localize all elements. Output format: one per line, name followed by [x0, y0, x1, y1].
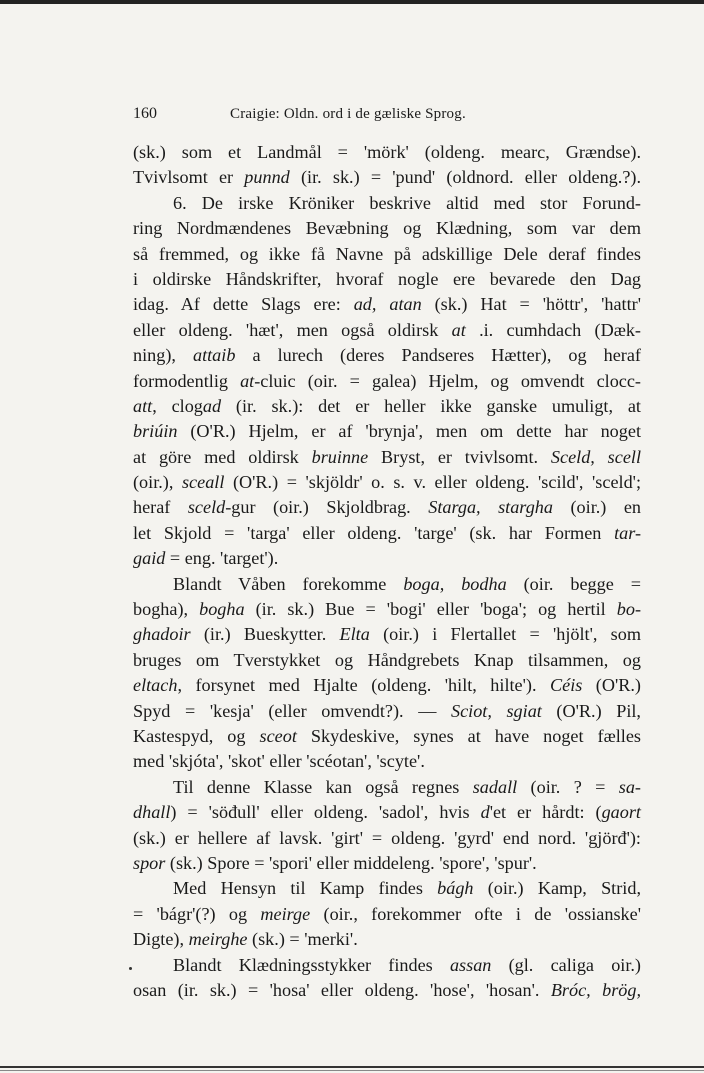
text-line: [133, 572, 641, 597]
italic-term: ad, atan: [353, 294, 422, 315]
text-line: [133, 953, 641, 978]
italic-term: bruinne: [311, 446, 369, 467]
text-run: 'et er hårdt: (: [489, 802, 602, 823]
italic-term: tar-: [614, 522, 641, 543]
text-line: [133, 546, 641, 571]
body-text: [133, 140, 641, 1003]
text-run: (O'R.) = 'skjöldr' o. s. v. eller oldeng. 'scild', 'sceld';: [224, 472, 642, 493]
text-line: [133, 292, 641, 317]
text-line: [133, 876, 641, 901]
text-run: (O'R.) Hjelm, er af 'brynja', men om dette har noget: [177, 421, 641, 442]
running-header: Craigie: Oldn. ord i de gæliske Sprog.: [230, 106, 466, 122]
margin-mark: [129, 967, 132, 970]
text-run: (oir.) en: [553, 497, 641, 518]
text-run: Med Hensyn til Kamp findes: [173, 878, 438, 899]
text-line: [133, 140, 641, 165]
text-run: (O'R.) Pil,: [541, 700, 641, 721]
text-run: , clog: [152, 395, 203, 416]
italic-term: ghadoir: [133, 624, 191, 645]
italic-term: sceld: [187, 497, 226, 518]
italic-term: sa-: [618, 776, 641, 797]
italic-term: att: [133, 395, 153, 416]
text-run: ning),: [133, 345, 193, 366]
text-run: (sk.) Hat = 'höttr', 'hattr': [421, 294, 641, 315]
text-run: (oir. begge =: [506, 573, 642, 594]
italic-term: sadall: [472, 776, 518, 797]
text-run: (oir.),: [133, 472, 182, 493]
text-run: i oldirske Håndskrifter, hvoraf nogle ere bevarede den Dag: [133, 268, 641, 289]
text-run: eller oldeng. 'hæt', men også oldirsk: [133, 319, 452, 340]
text-run: heraf: [133, 497, 188, 518]
text-line: [133, 242, 641, 267]
text-run: (oir. ? =: [517, 776, 619, 797]
text-run: = 'bágr'(?) og: [133, 903, 261, 924]
text-line: [133, 394, 641, 419]
italic-term: meirghe: [188, 929, 248, 950]
text-line: [133, 165, 641, 190]
text-run: Digte),: [133, 929, 189, 950]
text-line: [133, 902, 641, 927]
text-run: (ir. sk.): det er heller ikke ganske umuligt, at: [221, 395, 641, 416]
italic-term: gaort: [601, 802, 641, 823]
bottom-border-rule-faint: [0, 1070, 704, 1071]
italic-term: assan: [449, 954, 492, 975]
text-line: [133, 800, 641, 825]
text-run: at göre med oldirsk: [133, 446, 312, 467]
text-line: [133, 470, 641, 495]
italic-term: meirge: [260, 903, 311, 924]
bottom-border-rule: [0, 1066, 704, 1068]
text-line: [133, 699, 641, 724]
top-border-rule: [0, 0, 704, 4]
page-number: 160: [133, 105, 157, 122]
text-line: [133, 216, 641, 241]
text-run: Til denne Klasse kan også regnes: [173, 776, 473, 797]
text-run: så fremmed, og ikke få Navne på adskillige Dele deraf findes: [133, 243, 641, 264]
text-run: (oir.) Kamp, Strid,: [473, 878, 641, 899]
text-line: [133, 597, 641, 622]
italic-term: briúin: [133, 421, 178, 442]
text-run: ring Nordmændenes Bevæbning og Klædning, som var dem: [133, 218, 641, 239]
text-line: [133, 267, 641, 292]
text-line: [133, 927, 641, 952]
text-run: .i. cumhdach (Dæk-: [465, 319, 641, 340]
text-line: [133, 749, 641, 774]
text-run: ) = 'söđull' eller oldeng. 'sadol', hvis: [170, 802, 481, 823]
italic-term: eltach: [133, 675, 178, 696]
text-line: [133, 622, 641, 647]
text-line: [133, 673, 641, 698]
text-run: osan (ir. sk.) = 'hosa' eller oldeng. 'hose', 'hosan'.: [133, 979, 551, 1000]
italic-term: Sciot, sgiat: [450, 700, 542, 721]
italic-term: Sceld, scell: [550, 446, 642, 467]
italic-term: at: [240, 370, 255, 391]
text-run: idag. Af dette Slags ere:: [133, 294, 354, 315]
italic-term: Bróc, brög,: [550, 979, 642, 1000]
text-line: [133, 724, 641, 749]
italic-term: dhall: [133, 802, 171, 823]
text-run: (oir., forekommer ofte i de 'ossianske': [310, 903, 641, 924]
italic-term: d: [480, 802, 490, 823]
text-line: [133, 191, 641, 216]
text-run: bruges om Tverstykket og Håndgrebets Knap tilsammen, og: [133, 649, 641, 670]
text-run: (ir. sk.) Bue = 'bogi' eller 'boga'; og hertil: [244, 599, 617, 620]
italic-term: bo-: [616, 599, 641, 620]
text-run: , forsynet med Hjalte (oldeng. 'hilt, hilte').: [177, 675, 550, 696]
text-line: [133, 419, 641, 444]
text-line: [133, 978, 641, 1003]
text-run: -gur (oir.) Skjoldbrag.: [225, 497, 429, 518]
italic-term: gaid: [133, 548, 166, 569]
text-run: 6. De irske Kröniker beskrive altid med stor Forund-: [173, 192, 641, 213]
text-run: let Skjold = 'targa' eller oldeng. 'targe' (sk. har Formen: [133, 522, 615, 543]
text-run: (sk.) som et Landmål = 'mörk' (oldeng. mearc, Grændse).: [133, 142, 641, 162]
text-run: Bryst, er tvivlsomt.: [368, 446, 551, 467]
text-run: (oir.) i Flertallet = 'hjölt', som: [369, 624, 642, 645]
text-line: [133, 343, 641, 368]
text-run: (gl. caliga oir.): [491, 954, 641, 975]
italic-term: Céis: [549, 675, 583, 696]
text-run: Kastespyd, og: [133, 725, 260, 746]
text-run: (O'R.): [582, 675, 641, 696]
text-run: -cluic (oir. = galea) Hjelm, og omvendt clocc-: [254, 370, 641, 391]
italic-term: attaib: [192, 345, 236, 366]
text-line: [133, 369, 641, 394]
italic-term: punnd: [244, 167, 290, 188]
italic-term: ad: [202, 395, 222, 416]
text-run: Tvivlsomt er: [133, 167, 245, 188]
italic-term: Starga, stargha: [428, 497, 553, 518]
text-run: = eng. 'target').: [165, 548, 279, 569]
text-line: [133, 318, 641, 343]
italic-term: sceall: [181, 472, 225, 493]
text-run: (sk.) = 'merki'.: [247, 929, 358, 950]
text-run: Blandt Klædningsstykker findes: [173, 954, 450, 975]
text-line: [133, 521, 641, 546]
text-run: a lurech (deres Pandseres Hætter), og heraf: [235, 345, 641, 366]
text-run: med 'skjóta', 'skot' eller 'scéotan', 'scyte'.: [133, 751, 425, 772]
text-run: (sk.) Spore = 'spori' eller middeleng. 'spore', 'spur'.: [165, 852, 537, 873]
text-line: [133, 445, 641, 470]
italic-term: at: [451, 319, 466, 340]
text-run: (ir.) Bueskytter.: [190, 624, 340, 645]
text-line: [133, 851, 641, 876]
text-run: (sk.) er hellere af lavsk. 'girt' = oldeng. 'gyrd' end nord. 'gjörđ'):: [133, 827, 641, 848]
text-run: Skydeskive, synes at have noget fælles: [296, 725, 641, 746]
italic-term: bágh: [437, 878, 474, 899]
text-line: [133, 826, 641, 851]
text-run: Spyd = 'kesja' (eller omvendt?). —: [133, 700, 451, 721]
italic-term: bogha: [199, 599, 245, 620]
italic-term: boga, bodha: [403, 573, 507, 594]
text-run: Blandt Våben forekomme: [173, 573, 404, 594]
text-line: [133, 648, 641, 673]
italic-term: spor: [133, 852, 166, 873]
text-run: formodentlig: [133, 370, 241, 391]
text-run: bogha),: [133, 599, 200, 620]
italic-term: Elta: [339, 624, 370, 645]
text-run: (ir. sk.) = 'pund' (oldnord. eller oldeng.?).: [289, 167, 641, 188]
text-line: [133, 775, 641, 800]
text-line: [133, 495, 641, 520]
italic-term: sceot: [259, 725, 297, 746]
